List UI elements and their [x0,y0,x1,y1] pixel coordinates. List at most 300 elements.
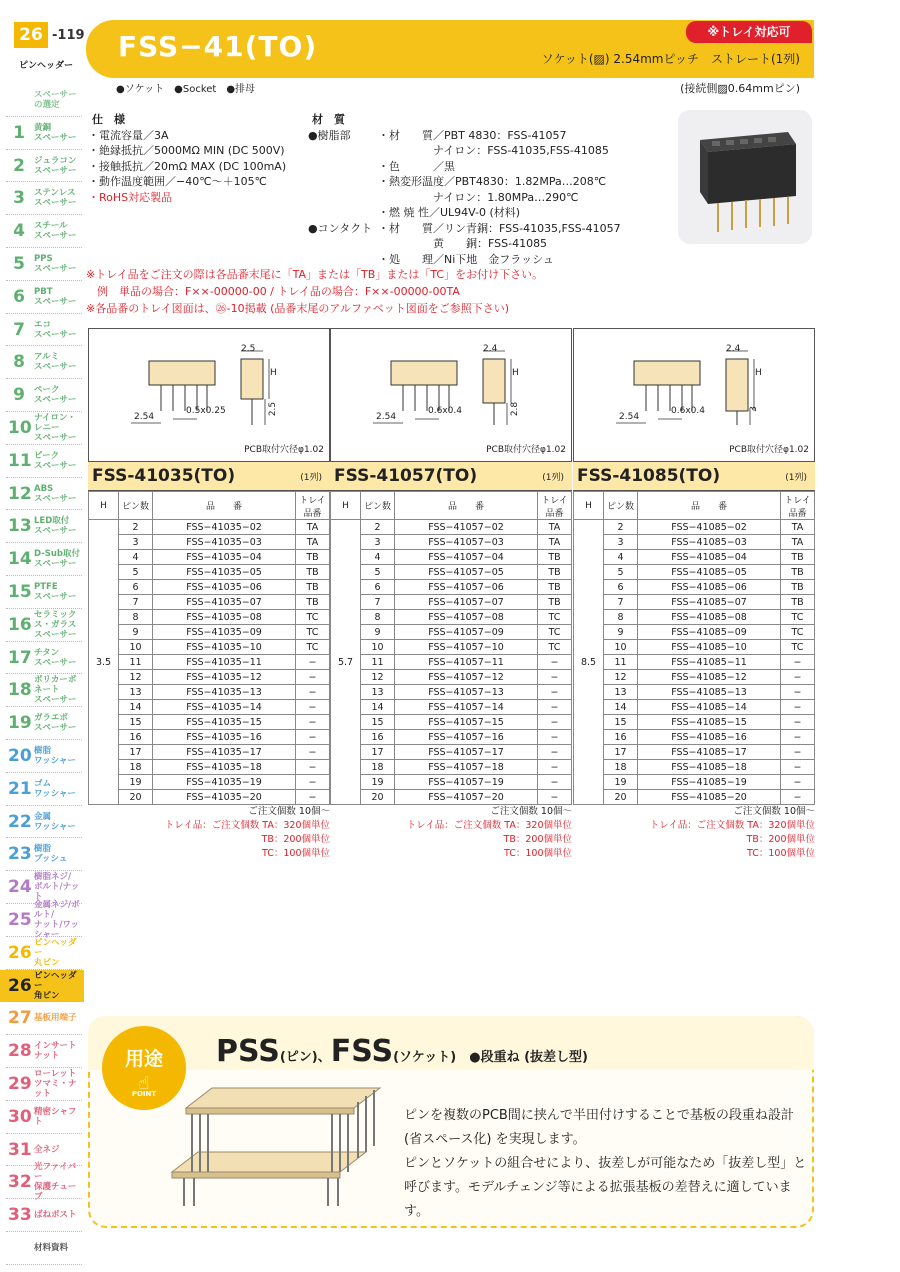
dim-h-label: H [755,368,762,378]
dim-pitch-label: 2.54 [376,412,397,422]
table-row [89,700,330,715]
spec-item: ・接触抵抗／20mΩ MAX (DC 100mA) [88,159,287,173]
product-title-bar [88,461,330,491]
sidebar-item[interactable] [0,346,84,378]
table-row [89,760,330,775]
sidebar-item[interactable] [0,707,84,739]
part-number-cell: FSS−41057−12 [395,670,538,685]
dim-pitch-label: 2.54 [619,412,640,422]
pin-count-cell: 11 [361,655,395,670]
pin-count-cell: 3 [604,535,638,550]
pin-count-cell: 17 [604,745,638,760]
point-label: POINT [131,1090,157,1098]
table-row [574,610,815,625]
min-order: ご注文個数 10個〜 [490,806,572,817]
sidebar-item-number: 10 [8,418,32,438]
sidebar-item[interactable] [0,937,84,969]
part-number-cell: FSS−41035−19 [153,775,296,790]
desc-line: ピンを複数のPCB間に挟んで半田付けすることで基板の段重ね設計 [404,1108,794,1123]
sidebar-item[interactable] [0,1199,84,1231]
tray-order-line: TC：100個単位 [261,848,330,859]
part-number-cell: FSS−41035−10 [153,640,296,655]
sidebar-item-label: 材料資料 [34,1243,69,1253]
sidebar-item[interactable] [0,281,84,313]
col-pins: ピン数 [119,492,153,520]
table-row [331,700,572,715]
pin-count-cell: 7 [119,595,153,610]
sidebar-item[interactable] [0,674,84,706]
pin-count-cell: 10 [119,640,153,655]
material-group [308,205,378,221]
tray-code-cell: − [296,760,330,775]
table-row [574,730,815,745]
sidebar-item-label: インサート ナット [34,1041,77,1062]
tray-code-cell: TB [538,565,572,580]
part-number-cell: FSS−41035−11 [153,655,296,670]
sidebar-item-number: 13 [8,516,32,537]
sidebar-item[interactable] [0,445,84,477]
table-header-row [574,492,815,520]
tray-code-cell: − [538,700,572,715]
part-number-cell: FSS−41057−18 [395,760,538,775]
page-title: FSS−41(TO) [118,30,318,63]
sidebar-item[interactable] [0,412,84,444]
tray-code-cell: − [296,715,330,730]
sidebar-item-number: 32 [8,1172,32,1193]
material-detail: ・材 質／PBT 4830：FSS-41057 [378,128,567,142]
table-row [574,625,815,640]
sidebar-item[interactable] [0,1068,84,1100]
pin-count-cell: 10 [604,640,638,655]
sidebar-item[interactable] [0,1162,84,1203]
material-detail: ・燃 焼 性／UL94V-0 (材料) [378,206,521,219]
part-number-cell: FSS−41085−18 [638,760,781,775]
col-tray: トレイ 品番 [296,492,330,520]
part-number-cell: FSS−41035−06 [153,580,296,595]
table-row [574,760,815,775]
sidebar-item[interactable] [0,838,84,870]
sidebar-item-label: ステンレス スペーサー [34,188,77,209]
col-h: H [331,492,361,520]
pin-count-cell: 15 [119,715,153,730]
sidebar-item-number: 11 [8,450,32,471]
pin-count-cell: 6 [119,580,153,595]
product-table-block [330,461,572,861]
sidebar-item-label: D-Sub取付 スペーサー [34,549,80,570]
table-row [574,685,815,700]
sidebar-item[interactable] [0,1232,84,1264]
pin-count-cell: 17 [361,745,395,760]
sidebar-item[interactable] [0,1101,84,1133]
pin-count-cell: 16 [361,730,395,745]
part-number-cell: FSS−41085−14 [638,700,781,715]
part-number-cell: FSS−41085−16 [638,730,781,745]
dim-height-label: 2.8 [510,401,521,417]
sidebar-item[interactable] [0,314,84,346]
sidebar-item-number: 25 [8,910,32,930]
sidebar-item-number: 6 [13,286,25,307]
connection-note: (接続側▨0.64mmピン) [680,82,800,95]
tray-code-cell: TA [538,535,572,550]
sidebar-item[interactable] [0,478,84,510]
sidebar-item[interactable] [0,379,84,411]
part-number-cell: FSS−41085−04 [638,550,781,565]
part-number-cell: FSS−41085−10 [638,640,781,655]
tray-code-cell: − [781,775,815,790]
sidebar-item-label: LED取付 スペーサー [34,516,77,537]
col-h: H [574,492,604,520]
tray-code-cell: TA [781,520,815,535]
table-row [331,580,572,595]
pin-count-cell: 13 [604,685,638,700]
pcb-hole-note: PCB取付穴径φ1.02 [244,445,324,455]
table-row [89,685,330,700]
application-title [216,1034,588,1069]
sidebar-item-label: PBT スペーサー [34,286,77,307]
part-number-cell: FSS−41085−09 [638,625,781,640]
sidebar-item-label: ペーク スペーサー [34,385,77,406]
table-row [89,745,330,760]
sidebar-item-label: ポリカーボネート スペーサー [34,675,77,706]
stacked-pcb-illustration [168,1080,394,1210]
tray-code-cell: − [781,745,815,760]
part-number-cell: FSS−41057−02 [395,520,538,535]
part-number-cell: FSS−41085−20 [638,790,781,805]
sidebar-item-label: ローレット ツマミ・ナット [34,1069,77,1099]
tray-code-cell: − [781,760,815,775]
sidebar-item[interactable] [0,773,84,805]
tray-code-cell: TA [538,520,572,535]
sidebar-item[interactable] [0,182,84,214]
sidebar-item[interactable] [0,609,84,641]
pin-count-cell: 10 [361,640,395,655]
table-row [89,670,330,685]
tray-code-cell: TA [296,520,330,535]
col-tray: トレイ 品番 [538,492,572,520]
sidebar-item[interactable] [0,543,84,575]
table-row [89,655,330,670]
material-row [308,128,668,144]
tray-code-cell: − [296,745,330,760]
sidebar-item-label: ピーク スペーサー [34,450,77,471]
col-tray: トレイ 品番 [781,492,815,520]
sidebar-item-label: 樹脂 ブッシュ [34,844,68,865]
sidebar-item-number: 28 [8,1041,32,1062]
pin-count-cell: 9 [361,625,395,640]
pin-count-cell: 4 [119,550,153,565]
table-row [331,790,572,805]
tray-code-cell: − [538,760,572,775]
table-row [331,745,572,760]
table-row [89,565,330,580]
part-number-cell: FSS−41035−08 [153,610,296,625]
sidebar-item[interactable] [0,1035,84,1067]
table-row [574,655,815,670]
tray-code-cell: − [296,790,330,805]
part-number-cell: FSS−41035−17 [153,745,296,760]
sidebar-item-number: 24 [8,877,32,898]
sidebar-item-number: 26 [8,975,32,996]
sidebar-item[interactable] [0,740,84,772]
part-number-cell: FSS−41085−11 [638,655,781,670]
sidebar-item[interactable] [0,806,84,838]
table-row [331,550,572,565]
sidebar-item-number: 5 [13,254,25,274]
table-row [89,535,330,550]
tray-code-cell: − [538,715,572,730]
material-detail: ナイロン：FSS-41035,FSS-41085 [378,144,609,157]
pin-count-cell: 6 [361,580,395,595]
table-row [89,520,330,535]
pin-count-cell: 7 [361,595,395,610]
sidebar-item-label: 金属 ワッシャー [34,811,76,832]
tray-code-cell: TB [296,595,330,610]
product-table [330,491,572,805]
part-number-cell: FSS−41085−08 [638,610,781,625]
sidebar-item-label: ジュラコン スペーサー [34,155,77,176]
material-detail: ナイロン：1.80MPa…290℃ [378,190,579,204]
dim-height-label: 2.5 [268,401,279,417]
row-count-label: (1列) [785,472,807,483]
spec-item: ・電流容量／3A [88,128,169,142]
product-title-bar [330,461,572,491]
pin-count-cell: 14 [604,700,638,715]
sidebar-item-label: PPS スペーサー [34,254,77,274]
table-row [574,580,815,595]
pin-count-cell: 20 [604,790,638,805]
sidebar-item[interactable] [0,900,84,940]
tray-code-cell: TB [296,550,330,565]
tray-code-cell: TC [781,625,815,640]
sidebar-item[interactable] [0,642,84,674]
tray-code-cell: TC [781,640,815,655]
pin-count-cell: 16 [119,730,153,745]
table-row [331,715,572,730]
pin-count-cell: 7 [604,595,638,610]
part-number-cell: FSS−41035−15 [153,715,296,730]
pin-count-cell: 14 [361,700,395,715]
table-row [89,580,330,595]
pin-count-cell: 12 [604,670,638,685]
table-row [331,520,572,535]
col-part: 品 番 [395,492,538,520]
sidebar-item-number: 14 [8,549,32,570]
product-title-bar [573,461,815,491]
tray-code-cell: TB [781,580,815,595]
sidebar-item-number: 21 [8,778,32,799]
use-badge-label: 用途 [124,1048,163,1070]
part-number-cell: FSS−41035−02 [153,520,296,535]
sidebar-item-label: 黄銅 スペーサー [34,122,77,143]
table-row [89,715,330,730]
sidebar-item[interactable] [0,970,84,1002]
part-number-cell: FSS−41035−07 [153,595,296,610]
material-detail: ・材 質／リン青銅：FSS-41035,FSS-41057 [378,221,621,235]
table-row [89,625,330,640]
table-row [331,730,572,745]
sidebar-item-number: 4 [13,221,25,242]
pin-count-cell: 2 [604,520,638,535]
dim-top-label: 2.5 [241,344,256,354]
part-number-cell: FSS−41057−13 [395,685,538,700]
sidebar-item[interactable] [0,871,84,903]
sidebar-item-label: セラミックス・ガラス スペーサー [34,609,77,640]
product-title: FSS-41057(TO) [334,466,478,486]
sidebar-item[interactable] [0,248,84,280]
pin-count-cell: 5 [119,565,153,580]
pin-count-cell: 5 [361,565,395,580]
sidebar-item[interactable] [0,84,84,116]
sidebar-item[interactable] [0,576,84,608]
tray-code-cell: TB [296,580,330,595]
tray-code-cell: TC [781,610,815,625]
tray-code-cell: TA [296,535,330,550]
pin-count-cell: 12 [119,670,153,685]
sidebar-item-label: ゴム ワッシャー [34,778,76,799]
table-row [574,745,815,760]
tray-code-cell: TC [296,625,330,640]
sidebar-item-number: 19 [8,713,32,734]
product-table [573,491,815,805]
rohs-label: ・RoHS対応製品 [88,190,173,204]
sidebar-divider [6,1264,82,1265]
tray-code-cell: − [781,715,815,730]
product-photo [678,110,812,244]
height-cell: 8.5 [574,520,604,805]
spec-item: ・動作温度範囲／−40℃〜＋105℃ [88,175,267,188]
table-row [574,535,815,550]
tray-code-cell: TC [538,625,572,640]
tray-code-cell: TB [538,550,572,565]
row-count-label: (1列) [300,472,322,483]
pss-label: PSS [216,1034,280,1069]
sidebar-item[interactable] [0,117,84,149]
pin-count-cell: 2 [119,520,153,535]
table-row [331,685,572,700]
col-part: 品 番 [153,492,296,520]
part-number-cell: FSS−41085−19 [638,775,781,790]
tray-code-cell: TB [538,580,572,595]
pin-count-cell: 13 [361,685,395,700]
sidebar-item-label: 金属ネジ/ボルト/ ナット/ワッシャー [34,900,80,940]
tray-available-badge: ※トレイ対応可 [686,21,812,43]
table-row [574,595,815,610]
sidebar-item[interactable] [0,150,84,182]
material-row [308,221,668,237]
material-group [308,174,378,190]
tray-code-cell: − [296,670,330,685]
specs-heading: 仕 様 [92,113,125,126]
dim-h-label: H [512,368,519,378]
table-row [331,595,572,610]
sidebar-item-label: ピンヘッダー 丸ピン [34,937,77,968]
order-info [88,805,330,861]
pin-count-cell: 6 [604,580,638,595]
page-suffix: -119 [52,28,85,43]
table-row [574,790,815,805]
sidebar-item-label: 樹脂 ワッシャー [34,746,76,766]
sidebar-item-label: 光ファイバー 保護チューブ [34,1162,77,1203]
sidebar-item-label: チタン スペーサー [34,647,77,668]
socket-illustration [678,110,812,244]
part-number-cell: FSS−41057−04 [395,550,538,565]
pin-count-cell: 13 [119,685,153,700]
materials-block [308,112,668,267]
pin-count-cell: 14 [119,700,153,715]
part-number-cell: FSS−41085−06 [638,580,781,595]
tray-code-cell: TB [538,595,572,610]
pin-count-cell: 19 [361,775,395,790]
part-number-cell: FSS−41035−14 [153,700,296,715]
dim-pin-label: 0.6x0.4 [671,406,705,416]
pin-count-cell: 8 [604,610,638,625]
sidebar-item-label: スチール スペーサー [34,221,77,242]
tray-code-cell: − [781,670,815,685]
material-detail: ・熱変形温度／PBT4830：1.82MPa…208℃ [378,175,607,188]
material-detail: ・色 ／黒 [378,159,455,173]
tray-code-cell: − [296,775,330,790]
material-group [308,143,378,159]
pss-sub: (ピン)、 [279,1050,331,1065]
dim-pitch-label: 2.54 [134,412,155,422]
sidebar-item[interactable] [0,1002,84,1034]
sidebar-item[interactable] [0,1134,84,1166]
sidebar-item-number: 17 [8,647,32,668]
sidebar-item-label: ABS スペーサー [34,483,77,504]
table-row [331,565,572,580]
sidebar-item-number: 30 [8,1106,32,1127]
part-number-cell: FSS−41085−02 [638,520,781,535]
sidebar-item-label: ばねポスト [34,1210,77,1221]
sidebar-item-number: 15 [8,582,32,602]
product-title: FSS-41035(TO) [92,466,236,486]
desc-line: ピンとソケットの組合せにより、抜差しが可能なため「抜差し型」と [404,1156,807,1171]
table-row [331,775,572,790]
sidebar-item-number: 27 [8,1008,32,1029]
part-number-cell: FSS−41085−17 [638,745,781,760]
part-number-cell: FSS−41035−20 [153,790,296,805]
part-number-cell: FSS−41057−09 [395,625,538,640]
note-line: ※トレイ品をご注文の際は各品番末尾に「TA」または「TB」または「TC」をお付け下さい。 [86,268,544,281]
table-row [331,655,572,670]
pin-count-cell: 2 [361,520,395,535]
material-row [308,236,668,252]
tray-code-cell: − [538,745,572,760]
pin-count-cell: 15 [604,715,638,730]
page-number: 26 [14,22,48,48]
table-row [574,775,815,790]
material-row [308,159,668,175]
sidebar-item-number: 22 [8,811,32,832]
tray-code-cell: TC [296,640,330,655]
fss-sub: (ソケット) [393,1050,457,1065]
pin-count-cell: 20 [361,790,395,805]
part-number-cell: FSS−41057−16 [395,730,538,745]
tray-code-cell: TB [781,595,815,610]
note-line: ※各品番のトレイ図面は、㉖-10掲載 (品番末尾のアルファベット図面をご参照下さい) [86,302,510,315]
material-row [308,190,668,206]
pin-count-cell: 4 [361,550,395,565]
sidebar-item[interactable] [0,510,84,542]
sidebar-item-number: 16 [8,614,32,635]
table-row [331,610,572,625]
tray-code-cell: − [781,700,815,715]
sidebar-item[interactable] [0,215,84,247]
material-detail: 黄 銅：FSS-41085 [378,237,548,250]
spec-item: ・絶縁抵抗／5000MΩ MIN (DC 500V) [88,144,285,157]
part-number-cell: FSS−41057−03 [395,535,538,550]
table-row [574,565,815,580]
